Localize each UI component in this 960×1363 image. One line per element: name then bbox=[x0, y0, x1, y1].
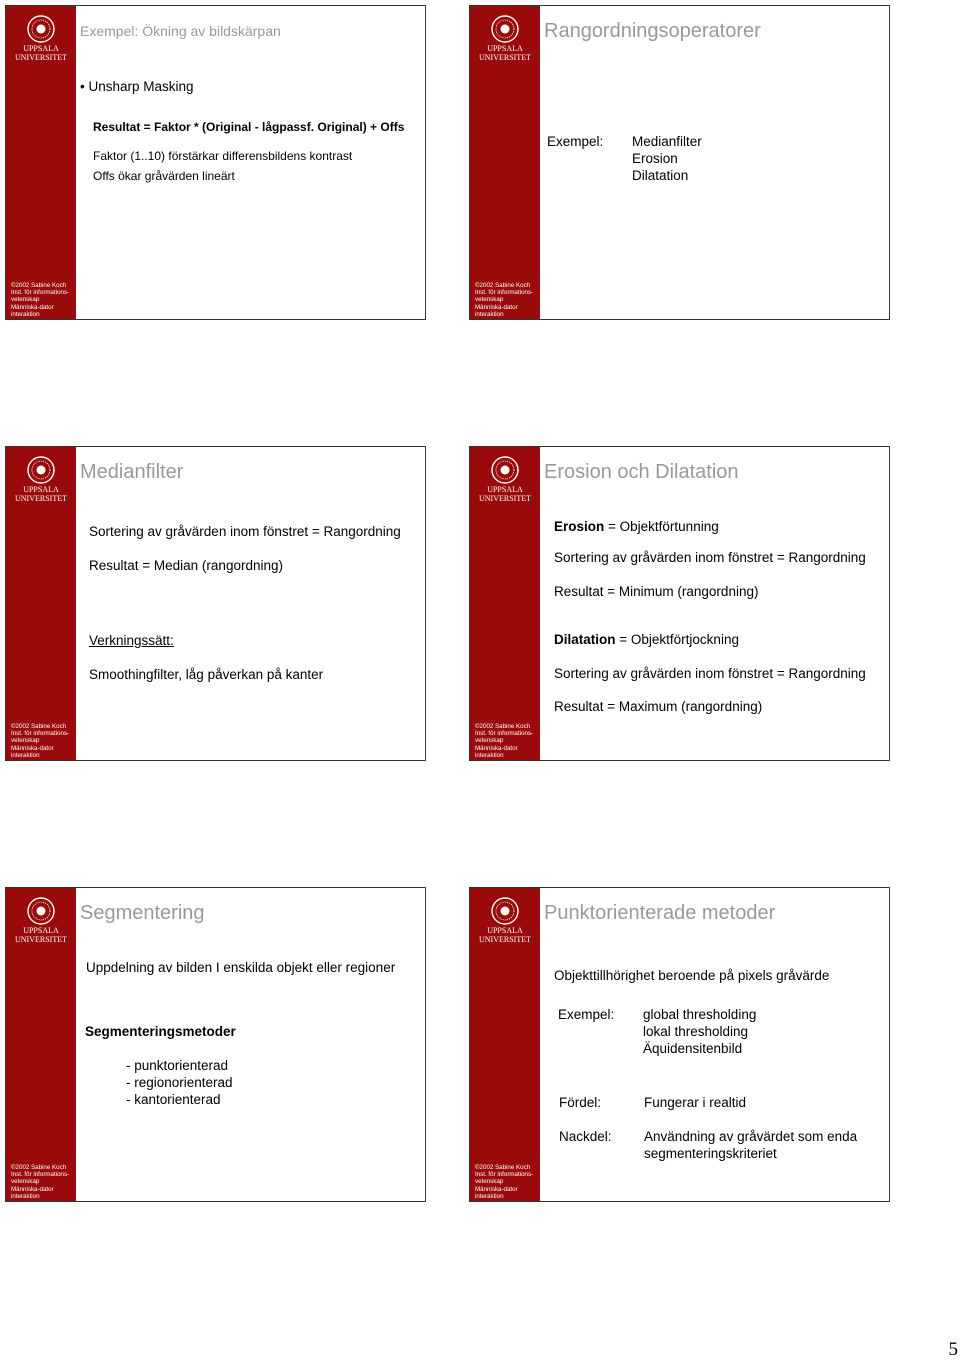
disadvantage-text: Användning av gråvärdet som enda bbox=[644, 1129, 858, 1144]
sidebar-band bbox=[6, 447, 76, 760]
slide-title: Segmentering bbox=[80, 902, 205, 924]
credit-line: ©2002 Sabine Koch bbox=[11, 1164, 67, 1171]
credit-line: interaktion bbox=[11, 1192, 40, 1200]
slide-title: Rangordningsoperatorer bbox=[544, 20, 761, 42]
formula: Resultat = Faktor * (Original - lågpassf. Original) + Offs bbox=[93, 120, 405, 134]
sidebar-band bbox=[6, 6, 76, 319]
slide-title: Erosion och Dilatation bbox=[544, 461, 739, 483]
credit-block bbox=[11, 282, 75, 318]
text-line: Faktor (1..10) förstärkar differensbildens kontrast bbox=[93, 149, 353, 163]
definition: = Objektförtjockning bbox=[615, 632, 739, 647]
erosion-definition bbox=[554, 518, 719, 535]
credit-line: ©2002 Sabine Koch bbox=[11, 282, 67, 289]
slide-title: Medianfilter bbox=[80, 461, 184, 483]
wordmark-line-2: UNIVERSITET bbox=[15, 935, 67, 944]
university-wordmark bbox=[8, 485, 74, 503]
text-line: Smoothingfilter, låg påverkan på kanter bbox=[89, 667, 324, 682]
wordmark-line-1: UPPSALA bbox=[23, 44, 59, 53]
credit-line: vetenskap bbox=[475, 1178, 504, 1186]
method-item: - kantorienterad bbox=[126, 1092, 221, 1107]
example-item: Medianfilter bbox=[632, 134, 702, 149]
slide-title: Exempel: Ökning av bildskärpan bbox=[80, 23, 281, 39]
credit-block bbox=[475, 1164, 539, 1200]
example-item: global thresholding bbox=[643, 1007, 757, 1022]
example-item: Äquidensitenbild bbox=[643, 1041, 743, 1056]
wordmark-line-2: UNIVERSITET bbox=[479, 53, 531, 62]
credit-block bbox=[475, 723, 539, 759]
slide-3 bbox=[5, 446, 426, 761]
slide-4 bbox=[469, 446, 890, 761]
disadvantage-label: Nackdel: bbox=[559, 1129, 612, 1144]
method-item: - punktorienterad bbox=[126, 1058, 229, 1073]
text-line: Sortering av gråvärden inom fönstret = Rangordning bbox=[554, 666, 866, 681]
text-line: Objekttillhörighet beroende på pixels gråvärde bbox=[554, 968, 830, 983]
credit-line: Inst. för informations- bbox=[11, 289, 70, 297]
slide-6 bbox=[469, 887, 890, 1202]
credit-block bbox=[475, 282, 539, 318]
credit-line: Människa-dator bbox=[475, 744, 518, 752]
university-wordmark bbox=[472, 926, 538, 944]
definition: = Objektförtunning bbox=[604, 519, 719, 534]
sidebar-band bbox=[470, 888, 540, 1201]
wordmark-line-1: UPPSALA bbox=[23, 485, 59, 494]
term: Dilatation bbox=[554, 632, 616, 647]
credit-line: ©2002 Sabine Koch bbox=[475, 723, 531, 730]
credit-line: vetenskap bbox=[11, 296, 40, 304]
credit-line: ©2002 Sabine Koch bbox=[475, 1164, 531, 1171]
credit-line: vetenskap bbox=[11, 737, 40, 745]
slide-title: Punktorienterade metoder bbox=[544, 902, 776, 924]
sidebar-band bbox=[470, 447, 540, 760]
credit-block bbox=[11, 1164, 75, 1200]
text-line: Resultat = Maximum (rangordning) bbox=[554, 699, 763, 714]
example-item: Dilatation bbox=[632, 168, 689, 183]
bullet-text: Unsharp Masking bbox=[88, 79, 194, 94]
university-wordmark bbox=[8, 44, 74, 62]
wordmark-line-2: UNIVERSITET bbox=[15, 494, 67, 503]
example-item: lokal thresholding bbox=[643, 1024, 749, 1039]
wordmark-line-1: UPPSALA bbox=[487, 44, 523, 53]
term: Erosion bbox=[554, 519, 605, 534]
credit-line: Inst. för informations- bbox=[475, 730, 534, 738]
text-line: Sortering av gråvärden inom fönstret = Rangordning bbox=[554, 550, 866, 565]
bullet-item: • Unsharp Masking bbox=[80, 79, 194, 94]
wordmark-line-1: UPPSALA bbox=[487, 926, 523, 935]
slide-2 bbox=[469, 5, 890, 320]
text-line: Uppdelning av bilden I enskilda objekt eller regioner bbox=[86, 960, 396, 975]
university-wordmark bbox=[472, 485, 538, 503]
example-label: Exempel: bbox=[547, 134, 604, 149]
credit-line: ©2002 Sabine Koch bbox=[475, 282, 531, 289]
credit-line: Inst. för informations- bbox=[11, 730, 70, 738]
credit-line: Inst. för informations- bbox=[475, 289, 534, 297]
subheading: Segmenteringsmetoder bbox=[85, 1024, 236, 1039]
text-line: Offs ökar gråvärden lineärt bbox=[93, 169, 235, 183]
advantage-label: Fördel: bbox=[559, 1095, 602, 1110]
text-line: Resultat = Minimum (rangordning) bbox=[554, 584, 759, 599]
credit-line: vetenskap bbox=[475, 737, 504, 745]
credit-line: ©2002 Sabine Koch bbox=[11, 723, 67, 730]
credit-line: interaktion bbox=[475, 751, 504, 759]
sidebar-band bbox=[470, 6, 540, 319]
university-wordmark bbox=[472, 44, 538, 62]
credit-line: Inst. för informations- bbox=[11, 1171, 70, 1179]
advantage-text: Fungerar i realtid bbox=[644, 1095, 747, 1110]
university-wordmark bbox=[8, 926, 74, 944]
wordmark-line-2: UNIVERSITET bbox=[479, 935, 531, 944]
credit-line: vetenskap bbox=[475, 296, 504, 304]
credit-line: Människa-dator bbox=[475, 1185, 518, 1193]
disadvantage-text: segmenteringskriteriet bbox=[644, 1146, 777, 1161]
credit-line: interaktion bbox=[475, 310, 504, 318]
credit-line: interaktion bbox=[475, 1192, 504, 1200]
credit-line: Inst. för informations- bbox=[475, 1171, 534, 1179]
slide-5 bbox=[5, 887, 426, 1202]
example-item: Erosion bbox=[632, 151, 678, 166]
method-item: - regionorienterad bbox=[126, 1075, 233, 1090]
dilatation-definition bbox=[554, 631, 739, 648]
credit-line: vetenskap bbox=[11, 1178, 40, 1186]
credit-line: Människa-dator bbox=[11, 303, 54, 311]
credit-line: interaktion bbox=[11, 310, 40, 318]
wordmark-line-1: UPPSALA bbox=[23, 926, 59, 935]
slide-1 bbox=[5, 5, 426, 320]
example-label: Exempel: bbox=[558, 1007, 615, 1022]
credit-block bbox=[11, 723, 75, 759]
credit-line: Människa-dator bbox=[11, 1185, 54, 1193]
wordmark-line-2: UNIVERSITET bbox=[479, 494, 531, 503]
page-number: 5 bbox=[948, 1339, 958, 1360]
credit-line: Människa-dator bbox=[475, 303, 518, 311]
subheading: Verkningssätt: bbox=[89, 633, 174, 648]
sidebar-band bbox=[6, 888, 76, 1201]
text-line: Resultat = Median (rangordning) bbox=[89, 558, 283, 573]
wordmark-line-2: UNIVERSITET bbox=[15, 53, 67, 62]
credit-line: interaktion bbox=[11, 751, 40, 759]
text-line: Sortering av gråvärden inom fönstret = Rangordning bbox=[89, 524, 401, 539]
credit-line: Människa-dator bbox=[11, 744, 54, 752]
wordmark-line-1: UPPSALA bbox=[487, 485, 523, 494]
